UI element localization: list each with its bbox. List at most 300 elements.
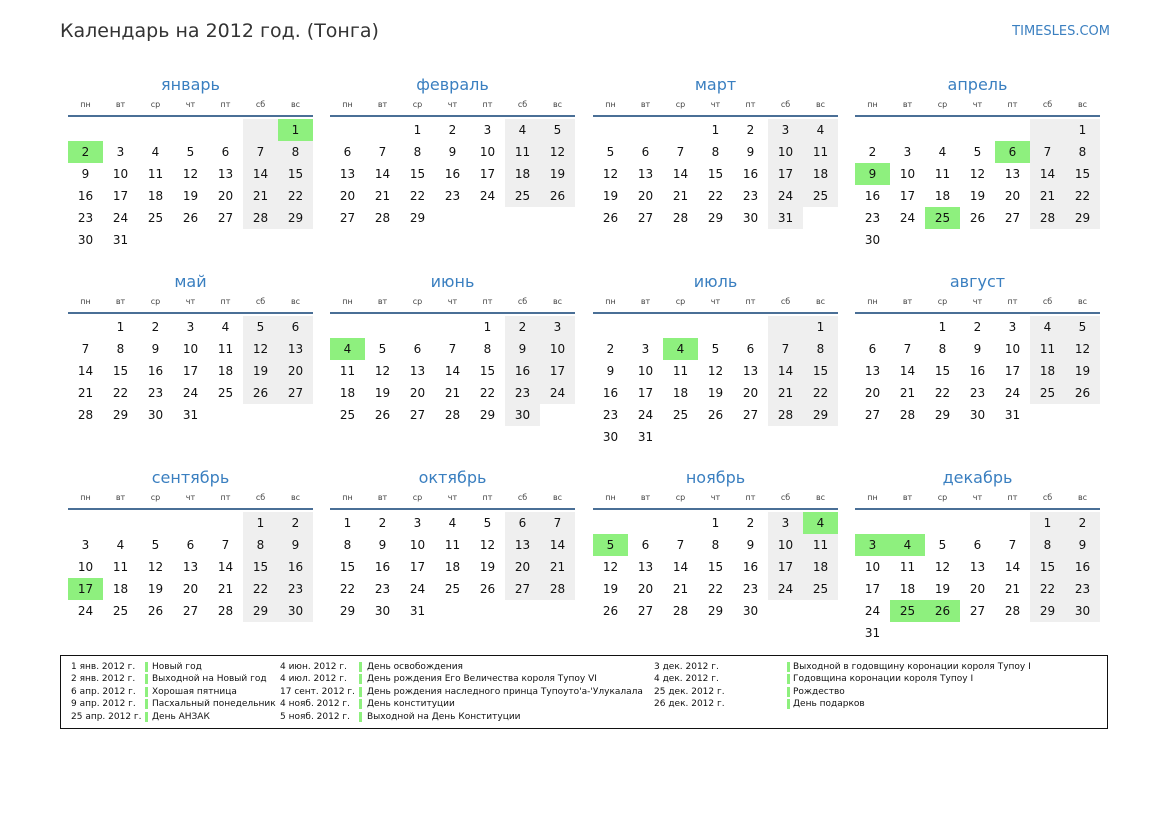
holiday-legend — [60, 655, 1108, 729]
day-cell: 9 — [81, 167, 90, 181]
month-name: февраль — [416, 75, 489, 94]
weekday-label: чт — [710, 297, 721, 306]
day-cell: 11 — [1030, 338, 1065, 360]
holiday-day-cell: 6 — [995, 141, 1030, 163]
day-cell: 22 — [707, 189, 724, 203]
weekday-label: чт — [710, 493, 721, 502]
day-cell: 2 — [868, 145, 877, 159]
day-cell: 22 — [1030, 578, 1065, 600]
weekday-label: пт — [1007, 100, 1018, 109]
weekday-label: вс — [290, 297, 301, 306]
day-cell: 2 — [606, 342, 615, 356]
day-cell: 8 — [413, 145, 422, 159]
day-cell: 28 — [374, 211, 391, 225]
day-cell: 14 — [672, 560, 689, 574]
day-cell: 27 — [637, 604, 654, 618]
day-cell: 26 — [602, 604, 619, 618]
weekday-header — [593, 97, 838, 113]
header-rule — [593, 115, 838, 117]
weekday-header — [855, 294, 1100, 310]
legend-date: 26 дек. 2012 г. — [654, 699, 725, 710]
day-cell: 30 — [742, 604, 759, 618]
day-cell: 23 — [77, 211, 94, 225]
day-cell: 17 — [540, 360, 575, 382]
day-cell: 8 — [243, 534, 278, 556]
day-cell: 8 — [483, 342, 492, 356]
day-cell: 30 — [77, 233, 94, 247]
day-cell: 24 — [112, 211, 129, 225]
legend-color-marker — [145, 674, 148, 684]
day-cell: 20 — [182, 582, 199, 596]
day-cell: 8 — [711, 538, 720, 552]
empty-cell — [995, 622, 1030, 644]
weekday-label: пн — [867, 297, 878, 306]
weekday-label: пт — [482, 100, 493, 109]
legend-color-marker — [787, 687, 790, 697]
empty-cell — [803, 207, 838, 229]
weekday-label: вс — [552, 297, 563, 306]
day-cell: 14 — [444, 364, 461, 378]
day-cell: 31 — [409, 604, 426, 618]
month-name: март — [694, 75, 737, 94]
month-2 — [330, 74, 575, 229]
day-cell: 11 — [505, 141, 540, 163]
empty-cell — [540, 404, 575, 426]
weekday-label: вс — [1077, 493, 1088, 502]
empty-cell — [243, 404, 278, 426]
empty-cell — [1030, 622, 1065, 644]
day-cell: 26 — [1065, 382, 1100, 404]
empty-cell — [855, 512, 890, 534]
empty-cell — [138, 119, 173, 141]
holiday-day-cell: 4 — [890, 534, 925, 556]
legend-color-marker — [145, 699, 148, 709]
day-cell: 11 — [339, 364, 356, 378]
empty-cell — [995, 512, 1030, 534]
day-cell: 10 — [637, 364, 654, 378]
month-11 — [593, 467, 838, 622]
empty-cell — [278, 229, 313, 251]
empty-cell — [593, 316, 628, 338]
day-cell: 9 — [746, 145, 755, 159]
day-grid — [855, 512, 1100, 644]
empty-cell — [1030, 229, 1065, 251]
empty-cell — [208, 119, 243, 141]
day-cell: 28 — [243, 207, 278, 229]
day-cell: 29 — [707, 211, 724, 225]
day-cell: 14 — [899, 364, 916, 378]
weekday-label: ср — [675, 100, 686, 109]
day-cell: 19 — [969, 189, 986, 203]
day-cell: 11 — [112, 560, 129, 574]
day-cell: 31 — [637, 430, 654, 444]
day-cell: 24 — [540, 382, 575, 404]
day-cell: 2 — [1065, 512, 1100, 534]
day-cell: 28 — [672, 604, 689, 618]
day-cell: 27 — [182, 604, 199, 618]
empty-cell — [103, 119, 138, 141]
day-cell: 3 — [116, 145, 125, 159]
weekday-label: пн — [605, 493, 616, 502]
day-cell: 24 — [479, 189, 496, 203]
day-cell: 8 — [1065, 141, 1100, 163]
day-cell: 30 — [864, 233, 881, 247]
empty-cell — [1065, 229, 1100, 251]
day-cell: 31 — [768, 207, 803, 229]
day-cell: 9 — [606, 364, 615, 378]
day-cell: 29 — [1030, 600, 1065, 622]
empty-cell — [1065, 622, 1100, 644]
empty-cell — [890, 622, 925, 644]
day-cell: 9 — [746, 538, 755, 552]
weekday-label: вт — [377, 493, 388, 502]
day-cell: 8 — [116, 342, 125, 356]
day-cell: 28 — [444, 408, 461, 422]
month-name: июль — [693, 272, 738, 291]
header-rule — [593, 312, 838, 314]
empty-cell — [663, 119, 698, 141]
day-cell: 5 — [1065, 316, 1100, 338]
day-cell: 27 — [637, 211, 654, 225]
day-cell: 20 — [1004, 189, 1021, 203]
empty-cell — [960, 119, 995, 141]
day-cell: 21 — [672, 189, 689, 203]
legend-color-marker — [145, 712, 148, 722]
day-cell: 15 — [803, 360, 838, 382]
month-4 — [855, 74, 1100, 251]
day-grid — [593, 316, 838, 448]
day-cell: 25 — [1030, 382, 1065, 404]
day-cell: 17 — [479, 167, 496, 181]
weekday-label: вт — [377, 100, 388, 109]
legend-holiday-name: Годовщина коронации короля Тупоу I — [793, 674, 974, 685]
day-cell: 6 — [413, 342, 422, 356]
day-cell: 13 — [742, 364, 759, 378]
legend-holiday-name: День рождения наследного принца Тупоуто'а-'Улукалала — [367, 686, 643, 697]
holiday-day-cell: 9 — [855, 163, 890, 185]
empty-cell — [243, 229, 278, 251]
empty-cell — [960, 229, 995, 251]
day-cell: 6 — [278, 316, 313, 338]
weekday-label: ср — [150, 493, 161, 502]
weekday-label: вт — [115, 493, 126, 502]
day-grid — [855, 316, 1100, 426]
day-cell: 30 — [742, 211, 759, 225]
day-cell: 16 — [742, 167, 759, 181]
weekday-label: пт — [482, 297, 493, 306]
empty-cell — [628, 316, 663, 338]
weekday-label: чт — [185, 493, 196, 502]
legend-color-marker — [787, 674, 790, 684]
day-cell: 19 — [934, 582, 951, 596]
weekday-header — [330, 490, 575, 506]
weekday-label: ср — [937, 493, 948, 502]
day-cell: 12 — [1065, 338, 1100, 360]
day-cell: 26 — [147, 604, 164, 618]
day-cell: 1 — [938, 320, 947, 334]
day-cell: 17 — [1004, 364, 1021, 378]
day-cell: 23 — [969, 386, 986, 400]
empty-cell — [663, 316, 698, 338]
legend-holiday-name: День подарков — [793, 699, 865, 710]
day-cell: 9 — [973, 342, 982, 356]
month-10 — [330, 467, 575, 622]
day-cell: 9 — [378, 538, 387, 552]
day-cell: 13 — [278, 338, 313, 360]
day-cell: 15 — [1065, 163, 1100, 185]
day-cell: 27 — [864, 408, 881, 422]
empty-cell — [855, 316, 890, 338]
empty-cell — [593, 119, 628, 141]
day-cell: 8 — [343, 538, 352, 552]
empty-cell — [435, 316, 470, 338]
day-cell: 5 — [378, 342, 387, 356]
day-cell: 26 — [707, 408, 724, 422]
empty-cell — [768, 600, 803, 622]
weekday-label: пт — [1007, 297, 1018, 306]
day-cell: 10 — [540, 338, 575, 360]
site-link[interactable]: TIMESLES.COM — [1012, 24, 1110, 39]
day-cell: 5 — [711, 342, 720, 356]
empty-cell — [698, 426, 733, 448]
day-cell: 11 — [217, 342, 234, 356]
weekday-header — [330, 294, 575, 310]
day-cell: 26 — [969, 211, 986, 225]
empty-cell — [803, 600, 838, 622]
weekday-label: ср — [150, 100, 161, 109]
day-cell: 3 — [641, 342, 650, 356]
day-cell: 10 — [899, 167, 916, 181]
empty-cell — [103, 512, 138, 534]
header-rule — [593, 508, 838, 510]
day-cell: 17 — [864, 582, 881, 596]
day-cell: 27 — [505, 578, 540, 600]
weekday-label: пн — [867, 493, 878, 502]
day-cell: 13 — [182, 560, 199, 574]
holiday-day-cell: 2 — [68, 141, 103, 163]
day-cell: 4 — [938, 145, 947, 159]
month-9 — [68, 467, 313, 622]
weekday-label: вс — [815, 297, 826, 306]
day-cell: 17 — [899, 189, 916, 203]
day-cell: 23 — [374, 582, 391, 596]
legend-holiday-name: Хорошая пятница — [152, 686, 237, 697]
day-cell: 23 — [278, 578, 313, 600]
day-cell: 23 — [742, 189, 759, 203]
weekday-label: сб — [1042, 493, 1053, 502]
day-cell: 19 — [1065, 360, 1100, 382]
day-cell: 30 — [374, 604, 391, 618]
empty-cell — [995, 229, 1030, 251]
day-cell: 24 — [1004, 386, 1021, 400]
month-name: октябрь — [418, 468, 487, 487]
day-cell: 26 — [540, 185, 575, 207]
day-cell: 8 — [938, 342, 947, 356]
day-cell: 20 — [339, 189, 356, 203]
day-cell: 18 — [803, 163, 838, 185]
day-cell: 5 — [483, 516, 492, 530]
day-cell: 19 — [147, 582, 164, 596]
legend-holiday-name: День рождения Его Величества короля Тупоу VI — [367, 674, 597, 685]
day-cell: 16 — [278, 556, 313, 578]
day-cell: 25 — [217, 386, 234, 400]
holiday-day-cell: 3 — [855, 534, 890, 556]
empty-cell — [925, 119, 960, 141]
weekday-label: сб — [780, 297, 791, 306]
day-cell: 9 — [151, 342, 160, 356]
month-8 — [855, 271, 1100, 426]
day-cell: 14 — [768, 360, 803, 382]
day-cell: 1 — [483, 320, 492, 334]
day-cell: 7 — [676, 145, 685, 159]
day-cell: 22 — [934, 386, 951, 400]
day-cell: 4 — [151, 145, 160, 159]
day-cell: 1 — [413, 123, 422, 137]
header-rule — [855, 115, 1100, 117]
day-cell: 11 — [672, 364, 689, 378]
day-cell: 15 — [409, 167, 426, 181]
day-cell: 18 — [217, 364, 234, 378]
day-cell: 6 — [973, 538, 982, 552]
day-cell: 25 — [339, 408, 356, 422]
day-cell: 2 — [746, 123, 755, 137]
day-cell: 7 — [768, 338, 803, 360]
day-cell: 16 — [444, 167, 461, 181]
header-rule — [68, 115, 313, 117]
day-cell: 6 — [505, 512, 540, 534]
day-cell: 19 — [707, 386, 724, 400]
weekday-label: чт — [972, 493, 983, 502]
day-cell: 27 — [217, 211, 234, 225]
day-cell: 15 — [707, 167, 724, 181]
legend-color-marker — [145, 662, 148, 672]
day-cell: 13 — [969, 560, 986, 574]
day-cell: 5 — [186, 145, 195, 159]
day-cell: 13 — [637, 167, 654, 181]
day-cell: 14 — [672, 167, 689, 181]
header-rule — [68, 508, 313, 510]
empty-cell — [890, 512, 925, 534]
weekday-label: пн — [867, 100, 878, 109]
empty-cell — [768, 316, 803, 338]
day-cell: 8 — [278, 141, 313, 163]
header-rule — [330, 508, 575, 510]
legend-color-marker — [359, 712, 362, 722]
legend-date: 9 апр. 2012 г. — [71, 699, 136, 710]
day-cell: 2 — [505, 316, 540, 338]
day-grid — [855, 119, 1100, 251]
weekday-label: вс — [815, 100, 826, 109]
weekday-header — [593, 490, 838, 506]
weekday-label: пт — [482, 493, 493, 502]
day-grid — [593, 119, 838, 229]
day-cell: 15 — [1030, 556, 1065, 578]
month-name: апрель — [947, 75, 1008, 94]
day-cell: 1 — [803, 316, 838, 338]
legend-color-marker — [787, 662, 790, 672]
weekday-label: вс — [290, 493, 301, 502]
weekday-label: вс — [552, 100, 563, 109]
holiday-day-cell: 5 — [593, 534, 628, 556]
day-cell: 3 — [768, 119, 803, 141]
day-cell: 25 — [444, 582, 461, 596]
day-cell: 13 — [637, 560, 654, 574]
empty-cell — [960, 512, 995, 534]
day-cell: 26 — [182, 211, 199, 225]
day-cell: 4 — [505, 119, 540, 141]
day-cell: 12 — [707, 364, 724, 378]
day-grid — [330, 512, 575, 622]
legend-color-marker — [359, 687, 362, 697]
day-cell: 16 — [505, 360, 540, 382]
day-cell: 13 — [339, 167, 356, 181]
day-cell: 4 — [448, 516, 457, 530]
day-cell: 31 — [864, 626, 881, 640]
empty-cell — [68, 119, 103, 141]
weekday-label: пт — [745, 297, 756, 306]
day-cell: 6 — [343, 145, 352, 159]
legend-color-marker — [145, 687, 148, 697]
day-cell: 13 — [217, 167, 234, 181]
header-rule — [855, 312, 1100, 314]
day-cell: 29 — [278, 207, 313, 229]
day-cell: 26 — [374, 408, 391, 422]
empty-cell — [208, 229, 243, 251]
day-cell: 21 — [1004, 582, 1021, 596]
day-cell: 11 — [899, 560, 916, 574]
weekday-label: пн — [605, 297, 616, 306]
day-cell: 11 — [934, 167, 951, 181]
weekday-label: вс — [1077, 297, 1088, 306]
day-cell: 15 — [479, 364, 496, 378]
day-cell: 30 — [1065, 600, 1100, 622]
day-cell: 7 — [1030, 141, 1065, 163]
holiday-day-cell: 1 — [278, 119, 313, 141]
weekday-label: чт — [972, 100, 983, 109]
day-cell: 17 — [768, 163, 803, 185]
day-cell: 19 — [602, 582, 619, 596]
day-cell: 27 — [742, 408, 759, 422]
day-cell: 1 — [711, 123, 720, 137]
day-cell: 25 — [672, 408, 689, 422]
legend-date: 3 дек. 2012 г. — [654, 662, 719, 672]
empty-cell — [278, 404, 313, 426]
weekday-label: пт — [745, 493, 756, 502]
day-cell: 23 — [147, 386, 164, 400]
month-1 — [68, 74, 313, 251]
weekday-label: пн — [80, 297, 91, 306]
empty-cell — [925, 622, 960, 644]
day-cell: 14 — [540, 534, 575, 556]
empty-cell — [365, 119, 400, 141]
day-cell: 16 — [77, 189, 94, 203]
day-cell: 30 — [147, 408, 164, 422]
day-cell: 7 — [903, 342, 912, 356]
day-cell: 1 — [711, 516, 720, 530]
legend-holiday-name: Новый год — [152, 662, 202, 672]
day-cell: 20 — [637, 189, 654, 203]
day-cell: 28 — [217, 604, 234, 618]
empty-cell — [890, 229, 925, 251]
weekday-label: вт — [115, 100, 126, 109]
day-cell: 24 — [182, 386, 199, 400]
day-cell: 25 — [803, 578, 838, 600]
weekday-label: вс — [815, 493, 826, 502]
day-cell: 9 — [505, 338, 540, 360]
empty-cell — [995, 119, 1030, 141]
weekday-label: сб — [517, 493, 528, 502]
day-cell: 14 — [77, 364, 94, 378]
